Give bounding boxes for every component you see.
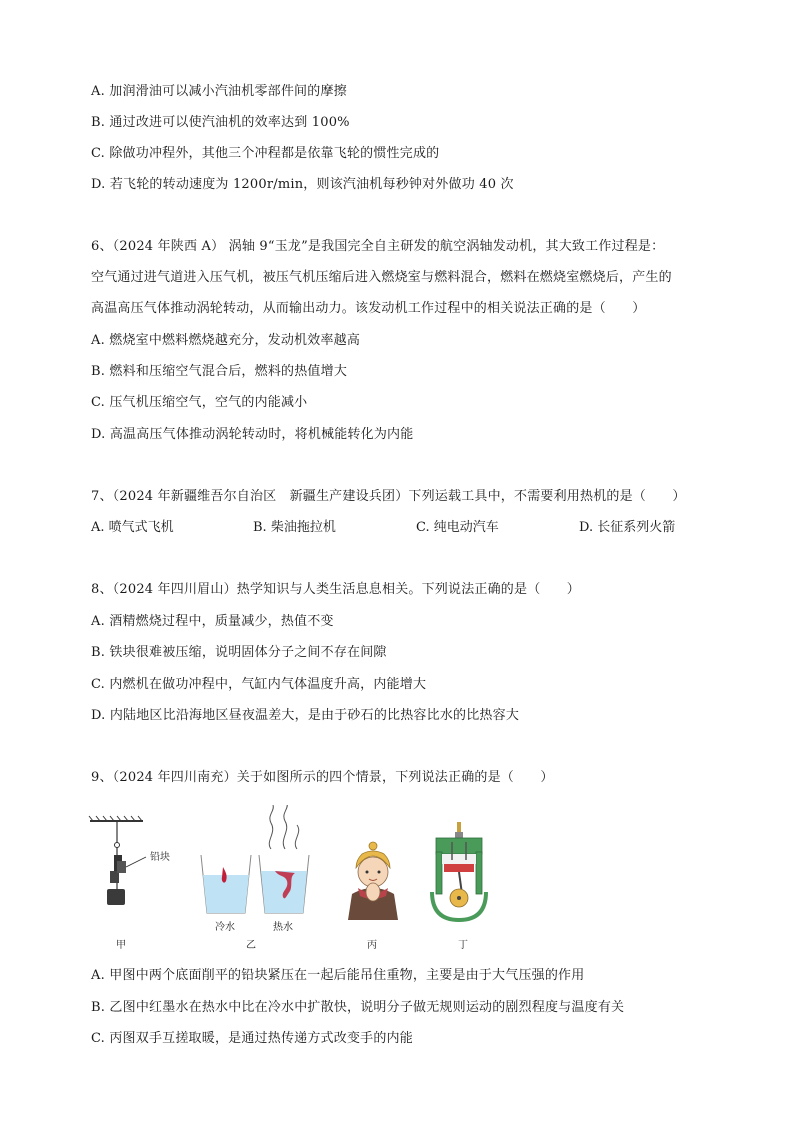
figure-yi-water-beakers bbox=[195, 805, 315, 920]
figure-label-cold-water: 冷水 bbox=[215, 922, 235, 933]
q6-stem-line-2: 空气通过进气道进入压气机，被压气机压缩后进入燃烧室与燃料混合，燃料在燃烧室燃烧后，产生的 bbox=[91, 270, 672, 285]
figure-label-ding: 丁 bbox=[458, 940, 468, 951]
q7-option-c: C. 纯电动汽车 bbox=[416, 520, 499, 535]
q8-stem: 8、（2024 年四川眉山）热学知识与人类生活息息相关。下列说法正确的是（ ） bbox=[91, 582, 580, 597]
figure-label-hot-water: 热水 bbox=[273, 922, 293, 933]
q8-option-c: C. 内燃机在做功冲程中，气缸内气体温度升高，内能增大 bbox=[91, 677, 427, 692]
q9-option-a: A. 甲图中两个底面削平的铅块紧压在一起后能吊住重物，主要是由于大气压强的作用 bbox=[91, 968, 585, 983]
figure-label-yi: 乙 bbox=[246, 940, 256, 951]
q8-option-d: D. 内陆地区比沿海地区昼夜温差大，是由于砂石的比热容比水的比热容大 bbox=[91, 708, 520, 723]
figure-jia-lead-blocks bbox=[88, 815, 178, 915]
q6-option-b: B. 燃料和压缩空气混合后，燃料的热值增大 bbox=[91, 364, 348, 379]
q9-stem: 9、（2024 年四川南充）关于如图所示的四个情景，下列说法正确的是（ ） bbox=[91, 770, 554, 785]
q6-stem-line-3: 高温高压气体推动涡轮转动，从而输出动力。该发动机工作过程中的相关说法正确的是（ ） bbox=[91, 301, 646, 316]
q5-option-c: C. 除做功冲程外，其他三个冲程都是依靠飞轮的惯性完成的 bbox=[91, 146, 440, 161]
q5-option-d: D. 若飞轮的转动速度为 1200r/min，则该汽油机每秒钟对外做功 40 次 bbox=[91, 177, 514, 192]
q7-option-b: B. 柴油拖拉机 bbox=[253, 520, 336, 535]
q6-option-d: D. 高温高压气体推动涡轮转动时，将机械能转化为内能 bbox=[91, 427, 414, 442]
q8-option-b: B. 铁块很难被压缩，说明固体分子之间不存在间隙 bbox=[91, 645, 387, 660]
q6-option-c: C. 压气机压缩空气，空气的内能减小 bbox=[91, 395, 308, 410]
figure-label-bing: 丙 bbox=[367, 940, 377, 951]
q9-option-b: B. 乙图中红墨水在热水中比在冷水中扩散快，说明分子做无规则运动的剧烈程度与温度有关 bbox=[91, 1000, 625, 1015]
figure-label-lead-block: 铅块 bbox=[150, 852, 170, 863]
q7-option-d: D. 长征系列火箭 bbox=[579, 520, 676, 535]
q7-stem: 7、（2024 年新疆维吾尔自治区 新疆生产建设兵团）下列运载工具中，不需要利用热机的是（ ） bbox=[91, 489, 686, 504]
q5-option-a: A. 加润滑油可以减小汽油机零部件间的摩擦 bbox=[91, 84, 347, 99]
figure-ding-engine-cylinder bbox=[428, 822, 490, 922]
q6-option-a: A. 燃烧室中燃料燃烧越充分，发动机效率越高 bbox=[91, 333, 361, 348]
figure-bing-child-rubbing-hands bbox=[340, 838, 406, 920]
q5-option-b: B. 通过改进可以使汽油机的效率达到 100% bbox=[91, 115, 350, 130]
q8-option-a: A. 酒精燃烧过程中，质量减少，热值不变 bbox=[91, 614, 334, 629]
q6-stem-line-1: 6、（2024 年陕西 A） 涡轴 9“玉龙”是我国完全自主研发的航空涡轴发动机，其大致工作过程是： bbox=[91, 239, 665, 254]
q7-option-a: A. 喷气式飞机 bbox=[91, 520, 174, 535]
figure-label-jia: 甲 bbox=[116, 940, 126, 951]
q9-option-c: C. 丙图双手互搓取暖，是通过热传递方式改变手的内能 bbox=[91, 1031, 413, 1046]
